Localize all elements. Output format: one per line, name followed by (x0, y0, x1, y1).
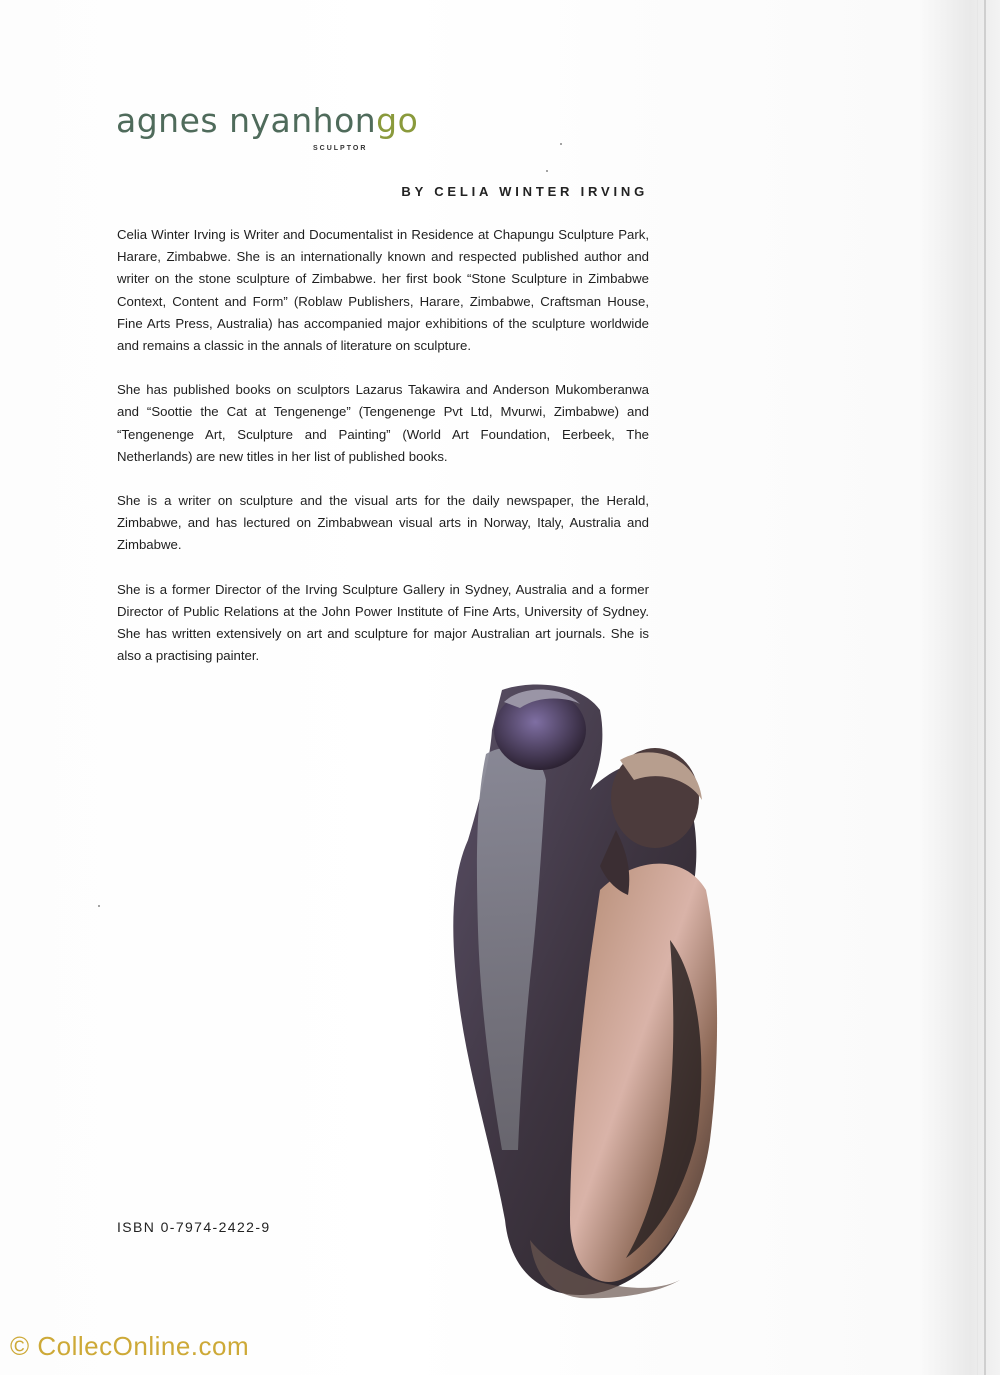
page-edge-line (984, 0, 986, 1375)
paper-speck (98, 905, 100, 907)
bio-paragraph: She is a writer on sculpture and the visual arts for the daily newspaper, the Herald, Zimbabwe, and has lectured on Zimbabwean visual arts in Norway, Italy, Australia and Zimbabwe. (117, 493, 649, 553)
author-biography (117, 224, 649, 689)
watermark-text: © CollecOnline.com (10, 1331, 250, 1361)
book-title (116, 101, 419, 140)
isbn-number: ISBN 0-7974-2422-9 (117, 1219, 271, 1235)
author-byline: BY CELIA WINTER IRVING (401, 184, 648, 199)
bio-paragraph: She has published books on sculptors Lazarus Takawira and Anderson Mukomberanwa and “Soottie the Cat at Tengenenge” (Tengenenge Pvt Ltd, Mvurwi, Zimbabwe) and “Tengenenge Art, Sculpture and Painting” (World Art Foundation, Eerbeek, The Netherlands) are new titles in her list of published books. (117, 382, 649, 464)
paper-speck (560, 143, 562, 145)
title-accent: go (376, 101, 419, 140)
title-main: agnes nyanhon (116, 101, 377, 140)
sculpture-photo (420, 680, 760, 1300)
page-edge-line-inner (977, 0, 978, 1375)
bio-paragraph: She is a former Director of the Irving Sculpture Gallery in Sydney, Australia and a former Director of Public Relations at the John Power Institute of Fine Arts, University of Sydney. She has written extensively on art and sculpture for major Australian art journals. She is also a practising painter. (117, 581, 649, 664)
bio-paragraph: Celia Winter Irving is Writer and Documentalist in Residence at Chapungu Sculpture Park, Harare, Zimbabwe. She is an internationally known and respected published author and writer on the stone sculpture of Zimbabwe. her first book “Stone Sculpture in Zimbabwe Context, Content and Form” (Roblaw Publishers, Harare, Zimbabwe, Craftsman House, Fine Arts Press, Australia) has accompanied major exhibitions of the sculpture worldwide and remains a classic in the annals of literature on sculpture. (117, 227, 649, 354)
paper-speck (546, 170, 548, 172)
title-subtitle: SCULPTOR (313, 145, 368, 152)
